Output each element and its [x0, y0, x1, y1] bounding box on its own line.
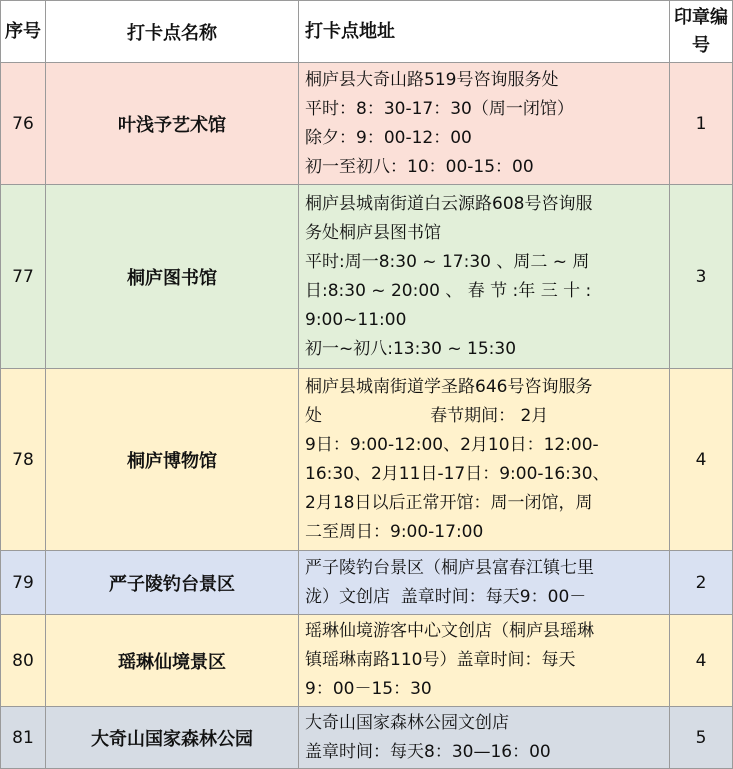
address-line: 镇瑶琳南路110号）盖章时间：每天 [305, 650, 576, 670]
row-num: 76 [1, 63, 46, 185]
table-row [1, 369, 733, 551]
address-line: 桐庐县大奇山路519号咨询服务处 [305, 69, 559, 90]
row-num: 78 [1, 369, 46, 551]
address-line: 泷）文创店 盖章时间：每天9：00－ [305, 586, 587, 607]
address-line: 除夕：9：00-12：00 [305, 127, 472, 148]
address-line: 9:00~11:00 [305, 309, 407, 330]
address-line: 初一至初八：10：00-15：00 [305, 156, 534, 177]
address-line: 盖章时间：每天8：30—16：00 [305, 741, 551, 762]
row-address [299, 63, 670, 185]
row-name: 严子陵钓台景区 [46, 551, 299, 615]
row-num: 80 [1, 615, 46, 707]
header-address: 打卡点地址 [299, 1, 670, 63]
row-address [299, 185, 670, 369]
row-stamp: 4 [670, 615, 733, 707]
row-name: 桐庐图书馆 [46, 185, 299, 369]
address-line: 二至周日：9:00-17:00 [305, 521, 484, 542]
row-address [299, 369, 670, 551]
address-line: 2月18日以后正常开馆：周一闭馆，周 [305, 492, 593, 513]
table-row [1, 551, 733, 615]
row-name: 瑶琳仙境景区 [46, 615, 299, 707]
row-address [299, 615, 670, 707]
address-line: 9：00－15：30 [305, 679, 432, 699]
address-line: 日:8:30 ~ 20:00 、 春 节 :年 三 十 : [305, 280, 592, 301]
address-line: 平时:周一8:30 ~ 17:30 、周二 ~ 周 [305, 251, 590, 272]
address-line: 处 春节期间： 2月 [305, 405, 549, 426]
table-header-row [1, 1, 733, 63]
row-stamp: 1 [670, 63, 733, 185]
address-line: 平时：8：30-17：30（周一闭馆） [305, 98, 574, 119]
address-line: 务处桐庐县图书馆 [305, 222, 441, 243]
row-num: 81 [1, 707, 46, 769]
row-name: 桐庐博物馆 [46, 369, 299, 551]
address-line: 16:30、2月11日-17日：9:00-16:30、 [305, 463, 610, 484]
address-line: 桐庐县城南街道学圣路646号咨询服务 [305, 376, 593, 397]
address-line: 初一~初八:13:30 ~ 15:30 [305, 338, 517, 359]
table-row [1, 63, 733, 185]
table-row [1, 185, 733, 369]
address-line: 桐庐县城南街道白云源路608号咨询服 [305, 193, 593, 214]
row-name: 大奇山国家森林公园 [46, 707, 299, 769]
row-num: 77 [1, 185, 46, 369]
address-line: 9日：9:00-12:00、2月10日：12:00- [305, 434, 599, 455]
table-row [1, 615, 733, 707]
address-line: 大奇山国家森林公园文创店 [305, 712, 509, 733]
row-stamp: 5 [670, 707, 733, 769]
address-line: 严子陵钓台景区（桐庐县富春江镇七里 [305, 557, 594, 578]
address-line: 瑶琳仙境游客中心文创店（桐庐县瑶琳 [305, 621, 594, 641]
header-stamp: 印章编号 [670, 1, 733, 63]
row-stamp: 4 [670, 369, 733, 551]
row-stamp: 2 [670, 551, 733, 615]
row-num: 79 [1, 551, 46, 615]
header-num: 序号 [1, 1, 46, 63]
row-address [299, 707, 670, 769]
row-name: 叶浅予艺术馆 [46, 63, 299, 185]
row-address [299, 551, 670, 615]
table-row [1, 707, 733, 769]
header-name: 打卡点名称 [46, 1, 299, 63]
row-stamp: 3 [670, 185, 733, 369]
